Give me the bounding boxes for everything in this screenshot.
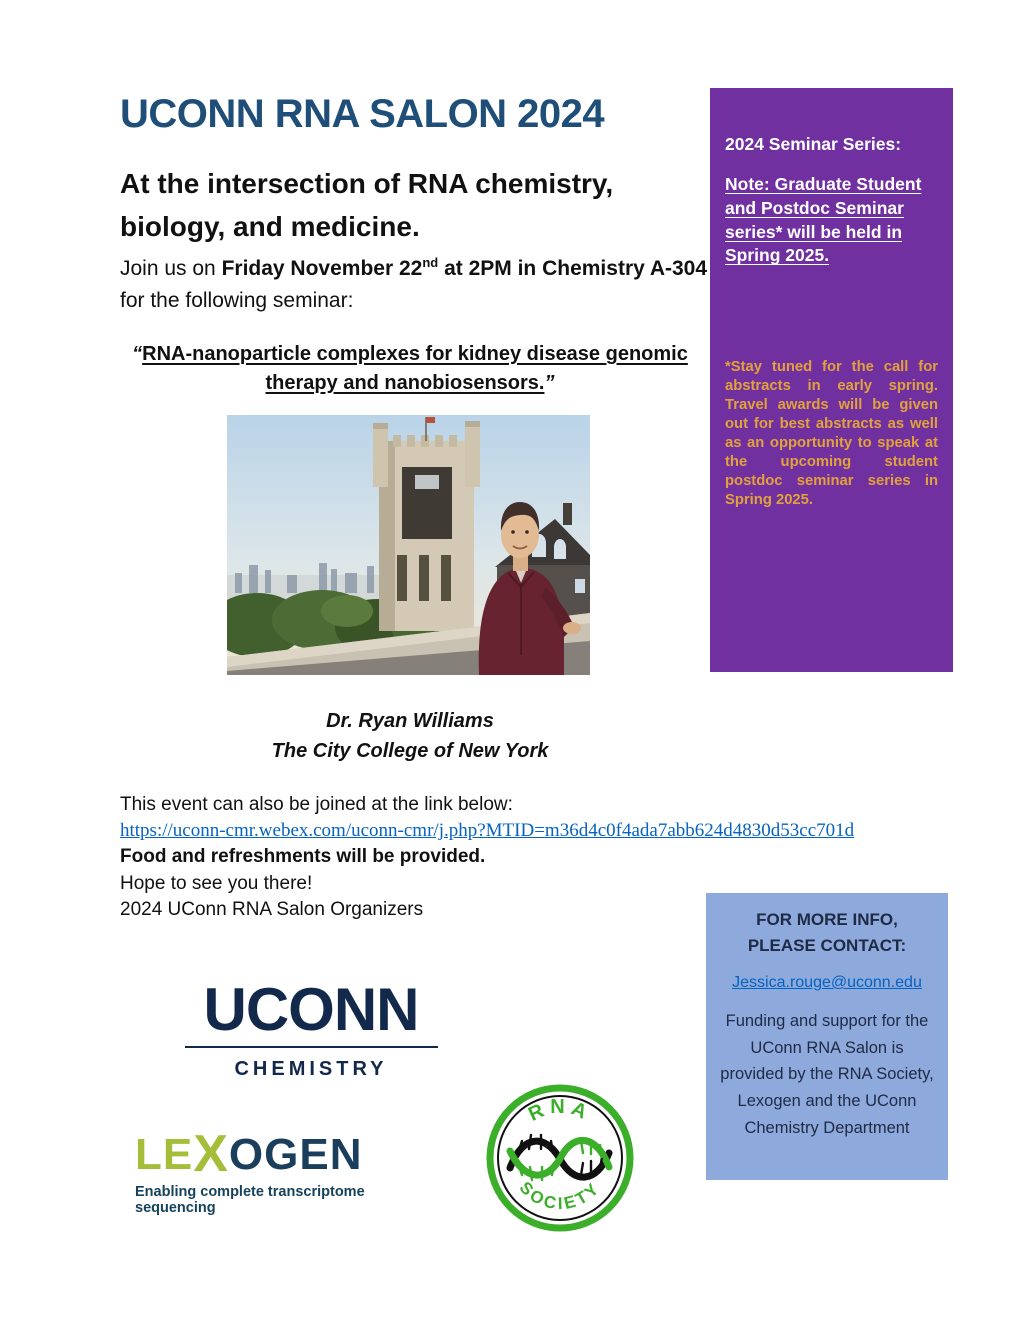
seminar-series-box [710,88,953,672]
invite-post: for the following seminar: [120,288,354,312]
lexogen-logo [135,1126,395,1216]
invite-time-place: at 2PM in Chemistry A-304 [438,257,708,280]
contact-heading-line2: PLEASE CONTACT: [747,935,907,955]
uconn-chemistry-logo [183,976,439,1081]
speaker-name: Dr. Ryan Williams [326,710,494,732]
seminar-series-note: Note: Graduate Student and Postdoc Seminar series* will be held in Spring 2025. [725,174,922,266]
hope-note: Hope to see you there! [120,872,313,894]
join-line: This event can also be joined at the link below: [120,794,513,815]
uconn-wordmark: UCONN [203,976,419,1043]
seminar-title-text: RNA-nanoparticle complexes for kidney disease genomic therapy and nanobiosensors. [142,343,688,394]
food-note: Food and refreshments will be provided. [120,846,486,868]
page-title: UCONN RNA SALON 2024 [120,92,605,136]
funding-note: Funding and support for the UConn RNA Salon is provided by the RNA Society, Lexogen and the UConn Chemistry Department [720,1012,934,1137]
contact-heading-line1: FOR MORE INFO, [756,910,898,929]
seminar-title [120,340,700,398]
open-quote: “ [132,343,143,365]
uconn-chemistry-label: CHEMISTRY [234,1058,388,1080]
rna-society-bottom-text: SOCIETY [515,1177,605,1214]
invite-text [120,253,720,317]
lexogen-ogen: OGEN [228,1130,363,1179]
speaker-photo [227,415,590,675]
organizers: 2024 UConn RNA Salon Organizers [120,898,424,920]
close-quote: ” [544,372,555,394]
speaker-caption [120,706,700,766]
lexogen-wordmark [135,1125,395,1183]
subtitle: At the intersection of RNA chemistry, biology, and medicine. [120,168,614,243]
lexogen-tagline: Enabling complete transcriptome sequencing [135,1184,365,1216]
lexogen-x: X [193,1125,229,1183]
lexogen-le: LE [135,1130,194,1179]
uconn-logo-rule [185,1046,438,1048]
invite-pre: Join us on [120,257,222,280]
rna-society-logo [485,1083,635,1233]
seminar-series-footnote: *Stay tuned for the call for abstracts in early spring. Travel awards will be given out for best abstracts as well as an opportunity to speak at the upcoming student postdoc seminar series in Spring 2025. [725,359,938,508]
contact-email-link[interactable]: Jessica.rouge@uconn.edu [732,974,922,991]
rna-society-top-text: RNA [525,1096,595,1126]
speaker-affiliation: The City College of New York [271,740,549,762]
invite-date: Friday November 22 [221,257,423,280]
seminar-series-heading: 2024 Seminar Series: [725,134,902,154]
contact-heading [719,907,935,958]
contact-box [706,893,948,1180]
invite-date-ordinal: nd [422,255,439,270]
webex-link[interactable]: https://uconn-cmr.webex.com/uconn-cmr/j.php?MTID=m36d4c0f4ada7abb624d4830d53cc701d [120,820,855,842]
tower [373,417,480,631]
